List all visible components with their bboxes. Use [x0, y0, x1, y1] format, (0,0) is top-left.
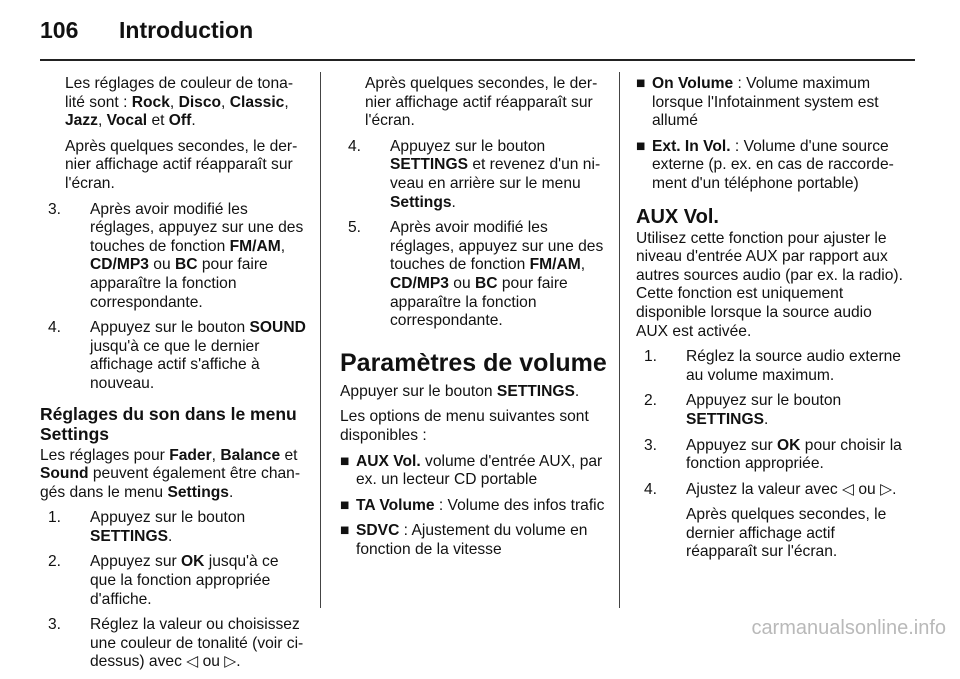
bullet-icon: ■ — [340, 522, 350, 540]
column-divider-1 — [320, 72, 321, 608]
right-arrow-icon: ▷ — [224, 653, 237, 671]
right-arrow-icon: ▷ — [880, 480, 893, 498]
list-item: 5. Après avoir modifié les réglages, appuyez sur une des touches de fonction FM/AM, CD/MP3 ou BC pour faire apparaître la fonction correspondante. — [348, 219, 604, 330]
page-number: 106 — [40, 17, 79, 43]
list-item: 4. Appuyez sur le bouton SOUND jusqu'à ce que le dernier affichage actif s'affiche à nouveau. — [48, 319, 306, 392]
list-item: ■ On Volume : Volume maximum lorsque l'Infotainment system est allumé — [636, 75, 879, 130]
column-1 — [40, 75, 307, 679]
paragraph-reappear: Après quelques secondes, le dernier affichage actif réapparaît sur l'écran. — [365, 75, 598, 130]
paragraph-fader-balance: Les réglages pour Fader, Balance et Sound peuvent également être changés dans le menu Settings. — [40, 446, 301, 501]
bullet-icon: ■ — [636, 75, 646, 92]
list-item: 4. Ajustez la valeur avec ◁ ou ▷. — [644, 480, 897, 498]
left-arrow-icon: ◁ — [186, 653, 199, 671]
paragraph-menu-options: Les options de menu suivantes sont disponibles : — [340, 408, 589, 444]
column-divider-2 — [619, 72, 620, 608]
list-item: 1. Appuyez sur le bouton SETTINGS. — [48, 509, 246, 545]
heading-aux-vol: AUX Vol. — [636, 205, 719, 228]
tone-settings-paragraph: Les réglages de couleur de tonalité sont : Rock, Disco, Classic, Jazz, Vocal et Off. — [65, 75, 294, 130]
bullet-icon: ■ — [340, 452, 350, 470]
list-item: 3. Après avoir modifié les réglages, appuyez sur une des touches de fonction FM/AM, CD/MP3 ou BC pour faire apparaître la fonction correspondante. — [48, 200, 304, 311]
left-arrow-icon: ◁ — [842, 480, 855, 498]
paragraph-settings-button: Appuyer sur le bouton SETTINGS. — [340, 382, 580, 400]
column-3 — [636, 75, 903, 569]
header-rule — [40, 59, 915, 61]
heading-volume-settings: Paramètres de volume — [340, 348, 607, 377]
list-item: 1. Réglez la source audio externe au volume maximum. — [644, 348, 901, 384]
list-item: ■ AUX Vol. volume d'entrée AUX, par ex. un lecteur CD portable — [340, 452, 603, 489]
section-title: Introduction — [119, 17, 254, 43]
list-item: 3. Appuyez sur OK pour choisir la fonction appropriée. — [644, 436, 902, 473]
paragraph-reappear: Après quelques secondes, le dernier affichage actif réapparaît sur l'écran. — [686, 506, 887, 561]
list-item: 3. Réglez la valeur ou choisissez une couleur de tonalité (voir ci-dessus) avec ◁ ou ▷. — [48, 616, 304, 671]
list-item: 2. Appuyez sur OK jusqu'à ce que la fonction appropriée d'affiche. — [48, 553, 279, 608]
paragraph-reappear: Après quelques secondes, le dernier affichage actif réapparaît sur l'écran. — [65, 137, 298, 192]
list-item: ■ SDVC : Ajustement du volume en fonction de la vitesse — [340, 522, 588, 558]
list-item: 2. Appuyez sur le bouton SETTINGS. — [644, 392, 842, 428]
bullet-icon: ■ — [340, 496, 350, 514]
heading-sound-settings: Réglages du son dans le menu Settings — [40, 403, 297, 444]
bullet-icon: ■ — [636, 137, 646, 155]
list-item: ■ Ext. In Vol. : Volume d'une source externe (p. ex. en cas de raccordement d'un téléphone portable) — [636, 137, 894, 192]
column-2 — [340, 75, 607, 566]
list-item: ■ TA Volume : Volume des infos trafic — [340, 496, 605, 514]
watermark: carmanualsonline.info — [751, 617, 946, 639]
paragraph-aux-description: Utilisez cette fonction pour ajuster le niveau d'entrée AUX par rapport aux autres sources audio (par ex. la radio). Cette fonction est uniquement disponible lorsque la source audio AUX est activée. — [636, 229, 903, 340]
list-item: 4. Appuyez sur le bouton SETTINGS et revenez d'un niveau en arrière sur le menu Settings. — [348, 137, 601, 211]
